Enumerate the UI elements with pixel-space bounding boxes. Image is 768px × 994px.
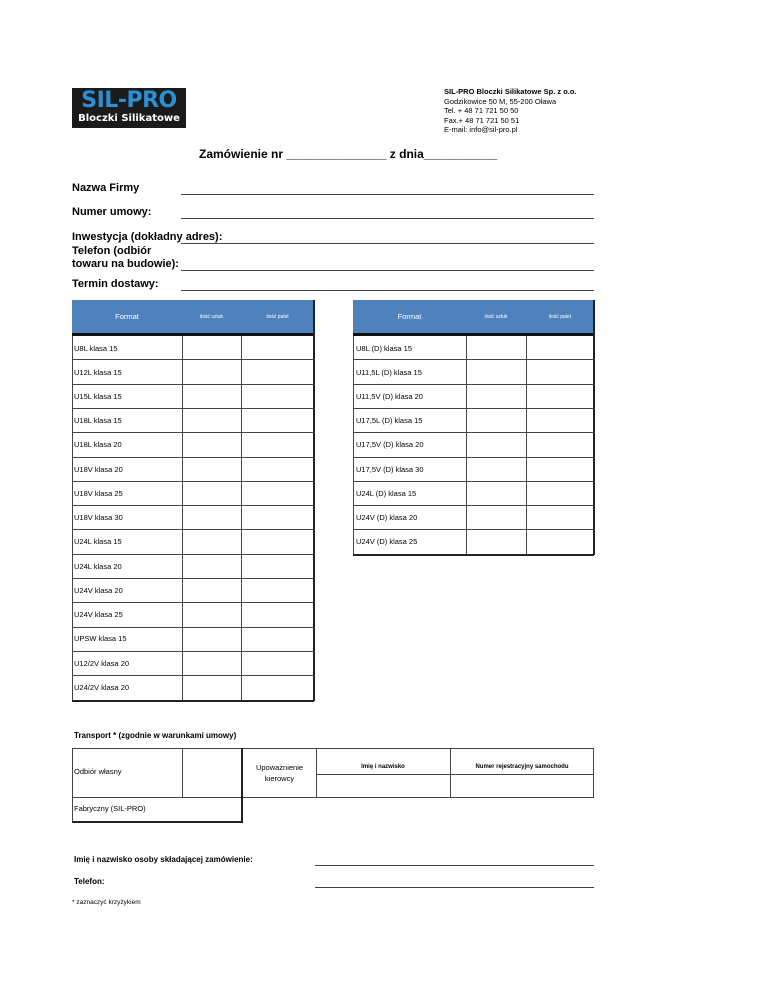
left-table-row-line: [72, 529, 314, 530]
right-table-row-line: [353, 359, 594, 360]
left-row-3-format: U15L klasa 15: [74, 392, 122, 401]
left-table-row-line: [72, 408, 314, 409]
left-table-row-line: [72, 457, 314, 458]
logo-title: SIL-PRO: [81, 88, 177, 113]
right-row-1-format: U8L (D) klasa 15: [356, 344, 412, 353]
right-row-7-format: U24L (D) klasa 15: [356, 489, 417, 498]
left-table-vline: [241, 336, 242, 701]
left-table-vline: [182, 336, 183, 701]
right-table-row-line: [353, 529, 594, 530]
company-name-label: Nazwa Firmy: [72, 182, 140, 194]
orderer-name-line[interactable]: [315, 865, 594, 866]
right-row-3-format: U11,5V (D) klasa 20: [356, 392, 423, 401]
left-table-row-line: [72, 675, 314, 676]
company-info: [444, 87, 577, 135]
phone-line[interactable]: [181, 270, 594, 271]
right-table-vline: [466, 336, 467, 555]
left-row-6-format: U18V klasa 20: [74, 465, 123, 474]
left-table-border-right: [313, 300, 315, 701]
footnote: * zaznaczyć krzyżykiem: [72, 899, 141, 906]
left-row-4-format: U18L klasa 15: [74, 416, 122, 425]
left-header-pallets: ilość palet: [241, 300, 314, 333]
investment-address-line[interactable]: [181, 243, 594, 244]
right-table-row-line: [353, 457, 594, 458]
left-row-15-format: U24/2V klasa 20: [74, 683, 130, 692]
transport-top-line: [72, 748, 594, 749]
left-table-row-line: [72, 602, 314, 603]
left-header-format: Format: [72, 300, 182, 333]
transport-left-border: [72, 748, 73, 822]
left-row-14-format: U12/2V klasa 20: [74, 659, 130, 668]
transport-check-divider: [182, 748, 183, 797]
vehicle-registration-header: Numer rejestracyjny samochodu: [475, 764, 569, 770]
company-fax: Fax.+ 48 71 721 50 51: [444, 115, 520, 125]
right-table-row-line: [353, 432, 594, 433]
left-row-1-format: U8L klasa 15: [74, 344, 118, 353]
left-table-row-line: [72, 627, 314, 628]
left-table-row-line: [72, 651, 314, 652]
right-header-pallets: ilość palet: [526, 300, 594, 333]
left-table-row-line: [72, 432, 314, 433]
orderer-name-label: Imię i nazwisko osoby składającej zamówienie:: [74, 855, 253, 864]
right-table-border-right: [593, 300, 595, 555]
left-table-row-line: [72, 700, 314, 702]
left-row-12-format: U24V klasa 25: [74, 610, 123, 619]
right-header-pieces: ilość sztuk: [466, 300, 526, 333]
delivery-date-label: Termin dostawy:: [72, 278, 159, 290]
transport-header-line: [316, 774, 594, 775]
company-email: E-mail: info@sil-pro.pl: [444, 125, 518, 134]
contract-number-line[interactable]: [181, 218, 594, 219]
phone-label-line2: towaru na budowie):: [72, 258, 179, 270]
right-header-underline: [353, 333, 594, 336]
company-phone: Tel. + 48 71 721 50 50: [444, 106, 519, 115]
right-table-row-line: [353, 554, 594, 556]
transport-bottom-line: [72, 821, 243, 823]
order-title: Zamówienie nr _______________ z dnia___________: [199, 147, 498, 161]
company-name-line[interactable]: [181, 194, 594, 195]
left-row-9-format: U24L klasa 15: [74, 537, 122, 546]
left-table-vline: [72, 336, 73, 701]
phone-label-line1: Telefon (odbiór: [72, 245, 152, 257]
right-header-format: Format: [353, 300, 466, 333]
transport-name-divider: [316, 748, 317, 797]
contract-number-label: Numer umowy:: [72, 206, 152, 218]
left-table-row-line: [72, 505, 314, 506]
left-table-row-line: [72, 481, 314, 482]
driver-authorization-label-2: kierowcy: [264, 774, 295, 783]
delivery-date-line[interactable]: [181, 290, 594, 291]
driver-authorization-label-1: Upoważnienie: [255, 763, 304, 772]
company-name: SIL-PRO Bloczki Silikatowe Sp. z o.o.: [444, 87, 577, 96]
right-table-row-line: [353, 481, 594, 482]
right-row-6-format: U17,5V (D) klasa 30: [356, 465, 424, 474]
left-table-row-line: [72, 384, 314, 385]
left-row-13-format: UPSW klasa 15: [74, 634, 127, 643]
right-row-9-format: U24V (D) klasa 25: [356, 537, 418, 546]
right-row-4-format: U17,5L (D) klasa 15: [356, 416, 423, 425]
right-row-8-format: U24V (D) klasa 20: [356, 513, 418, 522]
right-table-row-line: [353, 408, 594, 409]
left-table-row-line: [72, 578, 314, 579]
right-table-vline: [526, 336, 527, 555]
company-address: Godzikowice 50 M, 55-200 Oława: [444, 96, 557, 106]
orderer-phone-line[interactable]: [315, 887, 594, 888]
left-row-5-format: U18L klasa 20: [74, 440, 122, 449]
left-table-row-line: [72, 359, 314, 360]
left-row-8-format: U18V klasa 30: [74, 513, 123, 522]
right-row-2-format: U11,5L (D) klasa 15: [356, 368, 422, 377]
transport-title: Transport * (zgodnie w warunkami umowy): [74, 731, 237, 740]
left-header-underline: [72, 333, 314, 336]
own-pickup-label: Odbiór własny: [74, 767, 122, 776]
left-row-10-format: U24L klasa 20: [74, 562, 122, 571]
right-table-vline: [353, 336, 354, 555]
company-logo: [72, 88, 186, 128]
left-row-7-format: U18V klasa 25: [74, 489, 123, 498]
transport-check-border: [241, 748, 243, 822]
transport-right-border: [593, 748, 594, 797]
factory-transport-label: Fabryczny (SIL-PRO): [74, 804, 146, 813]
driver-name-header: Imię i nazwisko: [361, 764, 405, 770]
transport-mid-line: [72, 797, 594, 798]
investment-address-label: Inwestycja (dokładny adres):: [72, 231, 223, 243]
left-header-pieces: ilość sztuk: [182, 300, 241, 333]
left-row-11-format: U24V klasa 20: [74, 586, 123, 595]
transport-reg-divider: [450, 748, 451, 797]
logo-subtitle: Bloczki Silikatowe: [78, 113, 180, 124]
right-table-row-line: [353, 505, 594, 506]
left-table-row-line: [72, 554, 314, 555]
orderer-phone-label: Telefon:: [74, 877, 105, 886]
left-row-2-format: U12L klasa 15: [74, 368, 122, 377]
right-table-row-line: [353, 384, 594, 385]
right-row-5-format: U17,5V (D) klasa 20: [356, 440, 424, 449]
